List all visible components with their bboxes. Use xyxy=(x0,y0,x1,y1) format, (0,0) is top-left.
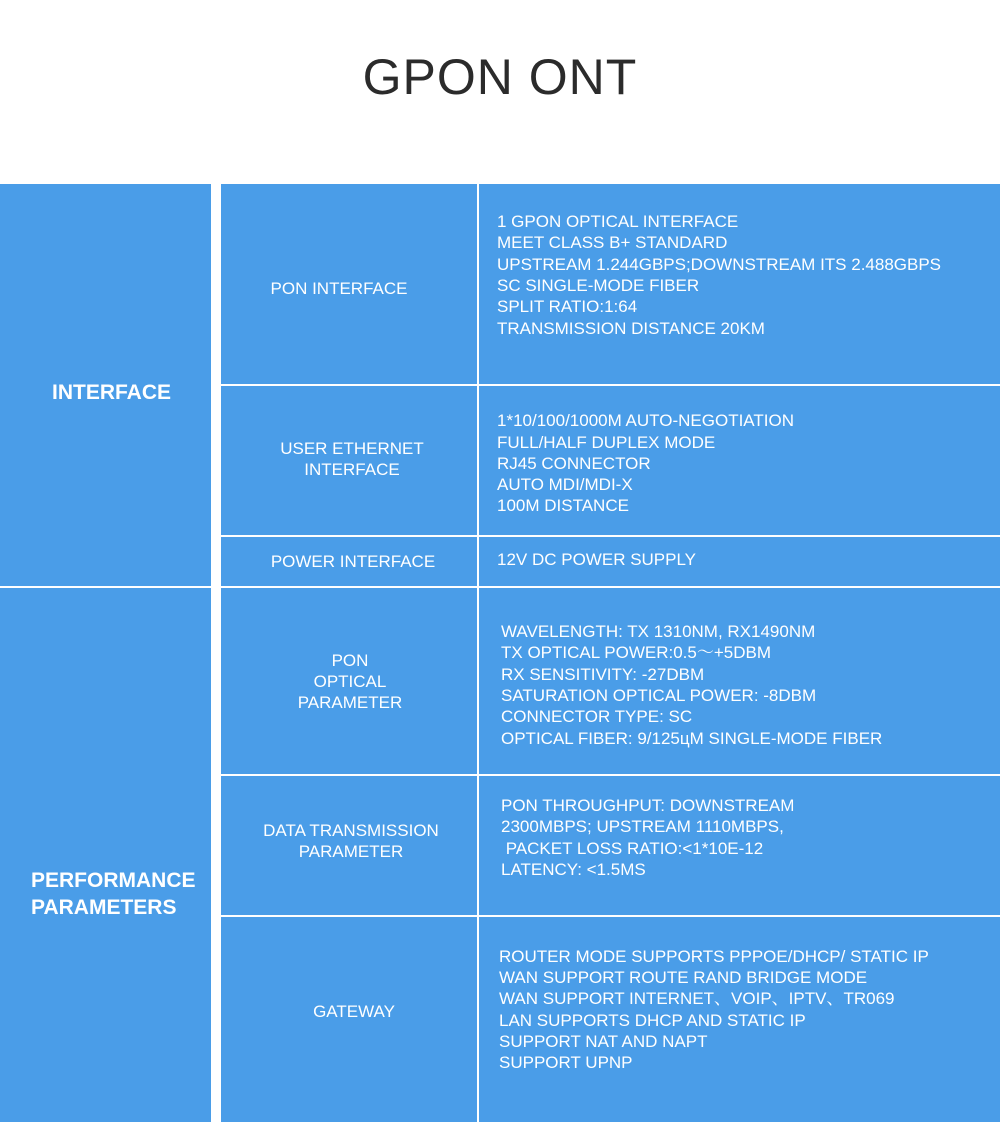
detail-line: MEET CLASS B+ STANDARD xyxy=(497,233,728,253)
row-gateway-details xyxy=(479,917,1000,1122)
category-performance xyxy=(0,588,211,1122)
detail-line: AUTO MDI/MDI-X xyxy=(497,475,633,495)
row-label: PON OPTICAL PARAMETER xyxy=(297,650,403,712)
detail-line: OPTICAL FIBER: 9/125цM SINGLE-MODE FIBER xyxy=(501,728,883,748)
detail-line: CONNECTOR TYPE: SC xyxy=(501,707,693,727)
row-pon-optical-details xyxy=(479,588,1000,774)
row-data-transmission-label xyxy=(221,776,477,915)
category-interface xyxy=(0,184,211,586)
detail-line: SC SINGLE-MODE FIBER xyxy=(497,276,700,295)
row-label: DATA TRANSMISSION PARAMETER xyxy=(263,820,439,861)
detail-line: LAN SUPPORTS DHCP AND STATIC IP xyxy=(499,1010,806,1030)
detail-line: PACKET LOSS RATIO:<1*10E-12 xyxy=(501,838,764,858)
category-interface-label: INTERFACE xyxy=(52,380,172,404)
detail-line: PON THROUGHPUT: DOWNSTREAM xyxy=(501,795,795,815)
row-pon-optical-label xyxy=(221,588,477,774)
spec-table xyxy=(0,184,1000,1122)
row-label: GATEWAY xyxy=(313,1002,395,1021)
row-label: USER ETHERNET INTERFACE xyxy=(280,438,424,479)
detail-line: SATURATION OPTICAL POWER: -8DBM xyxy=(501,686,817,705)
detail-line: WAN SUPPORT ROUTE RAND BRIDGE MODE xyxy=(499,967,868,987)
detail-line: 1*10/100/1000M AUTO-NEGOTIATION xyxy=(497,411,794,431)
detail-line: WAVELENGTH: TX 1310NM, RX1490NM xyxy=(501,622,816,642)
row-label: PON INTERFACE xyxy=(270,278,408,298)
category-performance-label: PERFORMANCE PARAMETERS xyxy=(31,869,196,919)
detail-line: SUPPORT NAT AND NAPT xyxy=(499,1031,708,1051)
row-power-interface-details xyxy=(479,537,1000,586)
row-gateway-label xyxy=(221,917,477,1122)
detail-line: LATENCY: <1.5MS xyxy=(501,859,646,879)
detail-line: TRANSMISSION DISTANCE 20KM xyxy=(497,318,765,338)
detail-line: 2300MBPS; UPSTREAM 1110MBPS, xyxy=(501,817,784,837)
detail-line: FULL/HALF DUPLEX MODE xyxy=(497,432,716,452)
page-title: GPON ONT xyxy=(362,49,638,105)
detail-line: 1 GPON OPTICAL INTERFACE xyxy=(497,212,739,232)
row-user-ethernet-label xyxy=(221,386,477,535)
row-label: POWER INTERFACE xyxy=(270,552,436,571)
detail-line: UPSTREAM 1.244GBPS;DOWNSTREAM ITS 2.488GBPS xyxy=(497,254,942,274)
row-data-transmission-details xyxy=(479,776,1000,915)
row-user-ethernet-details xyxy=(479,386,1000,535)
detail-line: RJ45 CONNECTOR xyxy=(497,453,651,473)
detail-line: RX SENSITIVITY: -27DBM xyxy=(501,664,705,684)
row-pon-interface-details xyxy=(479,184,1000,384)
detail-line: TX OPTICAL POWER:0.5～+5DBM xyxy=(501,643,772,663)
row-power-interface-label xyxy=(221,537,477,586)
detail-line: SUPPORT UPNP xyxy=(499,1053,633,1073)
detail-line: 12V DC POWER SUPPLY xyxy=(497,549,697,569)
detail-line: ROUTER MODE SUPPORTS PPPOE/DHCP/ STATIC IP xyxy=(499,946,929,966)
detail-line: SPLIT RATIO:1:64 xyxy=(497,297,638,317)
detail-line: 100M DISTANCE xyxy=(497,496,629,516)
detail-line: WAN SUPPORT INTERNET、VOIP、IPTV、TR069 xyxy=(499,989,895,1009)
row-pon-interface-label xyxy=(221,184,477,384)
